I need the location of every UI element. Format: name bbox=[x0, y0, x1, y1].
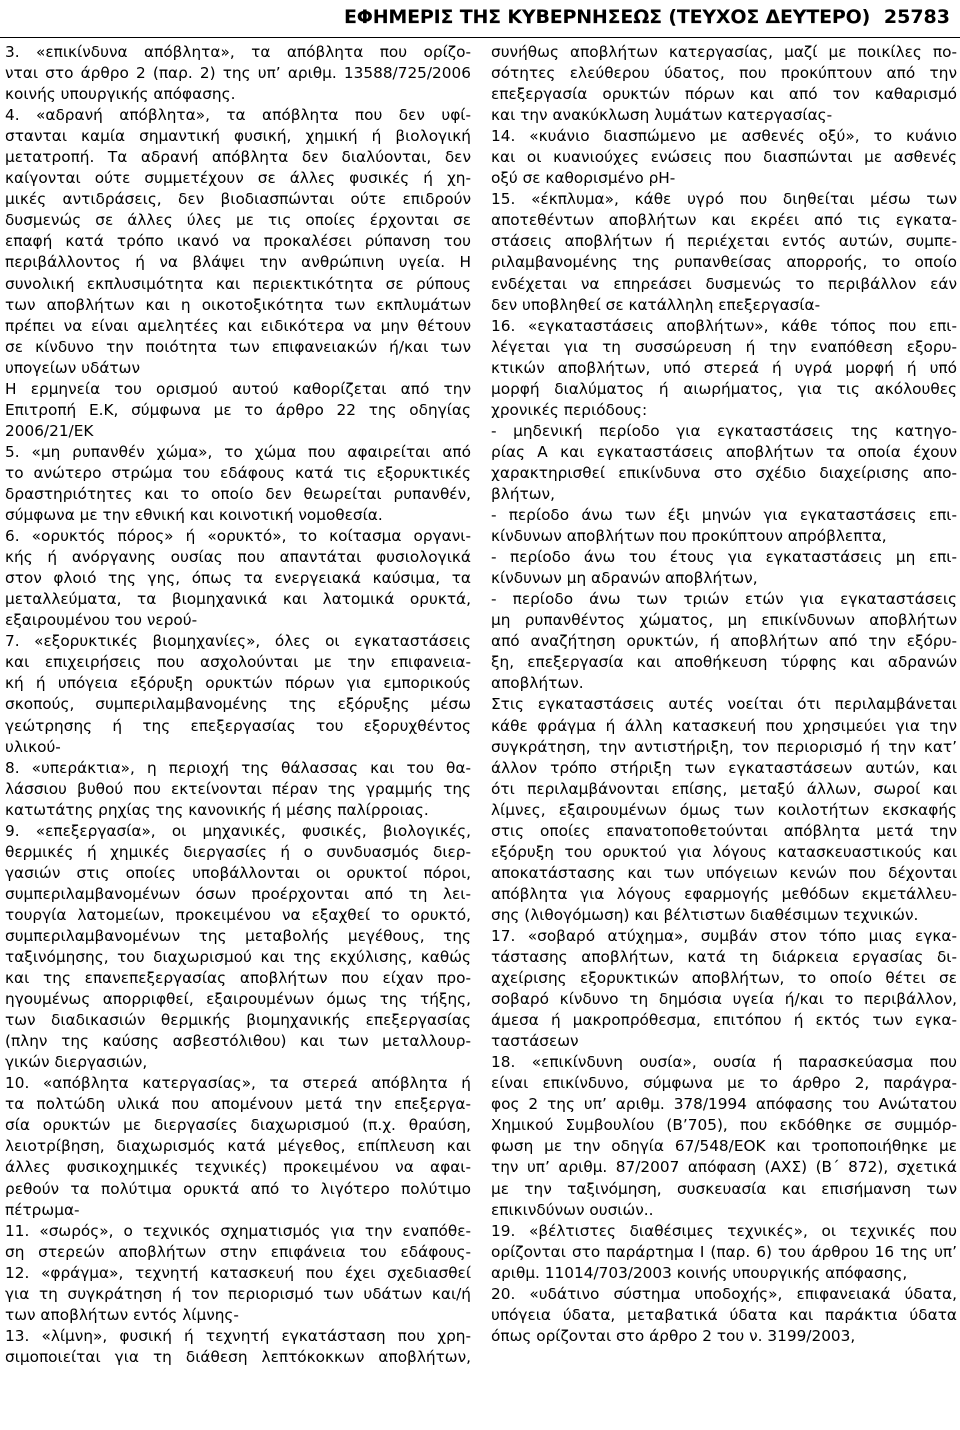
text-line: συγκράτηση, την αντιστήριξη, τον περιορισμό ή την κατ’ bbox=[491, 737, 957, 756]
text-line: 16. «εγκαταστάσεις αποβλήτων», κάθε τόπος που επι- bbox=[491, 316, 957, 335]
text-line: ενδέχεται να επηρεάσει δυσμενώς το περιβάλλον εάν bbox=[491, 274, 957, 293]
text-line: θερμικές ή χημικές διεργασίες ή ο συνδυασμός διερ- bbox=[5, 842, 471, 861]
text-line: λάσσιου βυθού που εκτείνονται πέραν της γραμμής της bbox=[5, 779, 471, 798]
text-line: 13. «λίμνη», φυσική ή τεχνητή εγκατάσταση που χρη- bbox=[5, 1326, 471, 1345]
text-line: πέτρωμα- bbox=[5, 1200, 80, 1219]
text-line: κάθε φράγμα ή άλλη κατασκευή που χρησιμεύει για την bbox=[491, 716, 957, 735]
text-line: άλλον τρόπο στήριξη των εγκαταστάσεων αυτών, και bbox=[491, 758, 957, 777]
text-line: - περίοδο άνω των έξι μηνών για εγκαταστάσεις επι- bbox=[491, 506, 957, 525]
text-line: 20. «υδάτινο σύστημα υποδοχής», επιφανειακά ύδατα, bbox=[491, 1284, 957, 1303]
text-line: την υπ’ αριθμ. 87/2007 απόφαση (ΑΧΣ) (Β΄ 872), σχετικά bbox=[491, 1158, 957, 1177]
text-line: συνολική εκπλυσιμότητα και περιεκτικότητα σε ρύπους bbox=[5, 274, 471, 293]
text-line: εξαιρουμένου του νερού- bbox=[5, 611, 198, 630]
text-line: βλήτων, bbox=[491, 484, 555, 503]
text-line: Στις εγκαταστάσεις αυτές νοείται ότι περιλαμβάνεται bbox=[491, 695, 957, 714]
text-line: φος 2 της υπ’ αριθμ. 378/1994 απόφασης του Ανώτατου bbox=[491, 1095, 957, 1114]
text-line: ξη, επεξεργασία και αποθήκευση τύρφης και αδρανών bbox=[491, 653, 957, 672]
text-line: κή ή υπόγεια εξόρυξη ορυκτών πόρων για εμπορικούς bbox=[5, 674, 471, 693]
page-header bbox=[0, 0, 960, 40]
text-line: Η ερμηνεία του ορισμού αυτού καθορίζεται από την bbox=[5, 379, 471, 398]
text-line: και οι κυανιούχες ενώσεις που διασπώνται με ασθενές bbox=[491, 148, 957, 167]
text-line: και την ανακύκλωση λυμάτων κατεργασίας- bbox=[491, 106, 833, 125]
text-line: περιβάλλοντος ή να βλάψει την ανθρώπινη υγεία. Η bbox=[5, 253, 471, 272]
text-line: νται στο άρθρο 2 (παρ. 2) της υπ’ αριθμ. 13588/725/2006 bbox=[5, 64, 471, 83]
text-line: μετατροπή. Τα αδρανή απόβλητα δεν διαλύονται, δεν bbox=[5, 148, 471, 167]
text-line: άλλες φυσικοχημικές τεχνικές) προκειμένου να αφαι- bbox=[5, 1158, 471, 1177]
text-line: 6. «ορυκτός πόρος» ή «ορυκτό», το κοίτασμα οργανι- bbox=[5, 527, 471, 546]
text-line: συνήθως αποβλήτων κατεργασίας, μαζί με ποικίλες πο- bbox=[491, 43, 957, 61]
text-line: σιμοποιείται για τη διάθεση λεπτόκοκκων αποβλήτων, bbox=[5, 1347, 471, 1366]
text-line: επεξεργασία ορυκτών πόρων και από τον καθαρισμό bbox=[491, 85, 957, 104]
text-line: σης (λιθογόμωση) και βέλτιστων διαθέσιμων τεχνικών. bbox=[491, 905, 919, 924]
text-line: τάστασης αποβλήτων, κατά τη διάρκεια εργασίας δι- bbox=[491, 948, 957, 967]
text-line: επικινδύνων ουσιών.. bbox=[491, 1200, 654, 1219]
text-line: σύμφωνα με την εθνική και κοινοτική νομοθεσία. bbox=[5, 506, 383, 525]
text-line: όπως ορίζονται στο άρθρο 2 του ν. 3199/2003, bbox=[491, 1326, 856, 1345]
text-line: ταστάσεων bbox=[491, 1032, 579, 1051]
text-line: ηγουμένως απορριφθεί, εξαιρουμένων όμως της τήξης, bbox=[5, 990, 471, 1009]
text-line: - μηδενική περίοδο για εγκαταστάσεις της κατηγο- bbox=[491, 421, 957, 440]
text-line: χαρακτηρισθεί επικίνδυνα στο σχέδιο διαχείρισης απο- bbox=[491, 463, 957, 482]
text-line: Χημικού Συμβουλίου (Β’705), που εκδόθηκε σε συμμόρ- bbox=[491, 1116, 957, 1135]
text-line: σε κίνδυνο την ποιότητα των επιφανειακών ή/και των bbox=[5, 337, 471, 356]
left-column bbox=[5, 42, 471, 1368]
text-line: τουργία λατομείων, προκειμένου να εξαχθεί το ορυκτό, bbox=[5, 905, 471, 924]
text-line: ρεθούν τα πολύτιμα ορυκτά από το λιγότερο πολύτιμο bbox=[5, 1179, 471, 1198]
text-line: υπόγεια ύδατα, μεταβατικά ύδατα και παράκτια ύδατα bbox=[491, 1305, 957, 1324]
text-line: συμπεριλαμβανομένων της μεταβολής μεγέθους, της bbox=[5, 926, 471, 945]
text-line: γασιών στις οποίες υποβάλλονται οι ορυκτοί πόροι, bbox=[5, 863, 471, 882]
page-number: 25783 bbox=[883, 6, 950, 28]
text-line: δεν υποβληθεί σε κατάλληλη επεξεργασία- bbox=[491, 295, 821, 314]
text-line: 18. «επικίνδυνη ουσία», ουσία ή παρασκεύασμα που bbox=[491, 1053, 957, 1072]
text-line: για τη συγκράτηση ή τον περιορισμό των υδάτων και/ή bbox=[5, 1284, 471, 1303]
text-line: 10. «απόβλητα κατεργασίας», τα στερεά απόβλητα ή bbox=[5, 1074, 471, 1093]
text-line: μικές αντιδράσεις, δεν βιοδιασπώνται ούτε επιδρούν bbox=[5, 190, 471, 209]
text-line: καίγονται ούτε συμμετέχουν σε άλλες φυσικές ή χη- bbox=[5, 169, 471, 188]
text-line: τα πολτώδη υλικά που απομένουν μετά την επεξεργα- bbox=[5, 1095, 471, 1114]
gazette-title: ΕΦΗΜΕΡΙΣ ΤΗΣ ΚΥΒΕΡΝΗΣΕΩΣ (ΤΕΥΧΟΣ ΔΕΥΤΕΡΟ) bbox=[344, 6, 871, 28]
text-line: μη ρυπανθέντος χώματος, μη επικίνδυνων αποβλήτων bbox=[491, 611, 957, 630]
text-line: λειοτρίβηση, διαχωρισμός κατά μέγεθος, επίπλευση και bbox=[5, 1137, 471, 1156]
text-line: από αναζήτηση ορυκτών, ή αποβλήτων από την εξόρυ- bbox=[491, 632, 957, 651]
text-line: σκοπούς, συμπεριλαμβανομένης της εξόρυξης μέσω bbox=[5, 695, 471, 714]
text-line: και της επανεπεξεργασίας αποβλήτων που είχαν προ- bbox=[5, 969, 471, 988]
text-line: αποκατάστασης και των υπόγειων κενών που δέχονται bbox=[491, 863, 957, 882]
text-line: ότι περιλαμβάνονται επίσης, μεταξύ άλλων, σωροί και bbox=[491, 779, 957, 798]
text-line: στάσεις αποβλήτων ή περιέχεται εντός αυτών, συμπε- bbox=[491, 232, 957, 251]
text-line: ρίας Α και εγκαταστάσεις αποβλήτων τα οποία έχουν bbox=[491, 442, 957, 461]
text-line: αποβλήτων. bbox=[491, 674, 584, 693]
text-line: στις οποίες επανατοποθετούνται απόβλητα μετά την bbox=[491, 821, 957, 840]
text-line: υλικού- bbox=[5, 737, 61, 756]
text-line: χρονικές περιόδους: bbox=[491, 400, 648, 419]
text-line: κής ή ανόργανης ουσίας που απαντάται φυσιολογικά bbox=[5, 548, 471, 567]
text-line: 3. «επικίνδυνα απόβλητα», τα απόβλητα που ορίζο- bbox=[5, 43, 471, 61]
text-line: ορίζονται στο παράρτημα Ι (παρ. 6) του άρθρου 16 της υπ’ bbox=[491, 1242, 957, 1261]
text-line: ριλαμβανομένης της ρυπανθείσας απορροής, το οποίο bbox=[491, 253, 957, 272]
text-line: 15. «έκπλυμα», κάθε υγρό που διηθείται μέσω των bbox=[491, 190, 957, 209]
text-line: (πλην της καύσης ασβεστόλιθου) και των μεταλλουρ- bbox=[5, 1032, 471, 1051]
text-line: 8. «υπεράκτια», η περιοχή της θάλασσας και του θα- bbox=[5, 758, 471, 777]
text-line: το ανώτερο στρώμα του εδάφους κατά τις εξορυκτικές bbox=[5, 463, 471, 482]
text-line: 12. «φράγμα», τεχνητή κατασκευή που έχει σχεδιασθεί bbox=[5, 1263, 471, 1282]
text-line: σότητες ελεύθερου ύδατος, που προκύπτουν από την bbox=[491, 64, 957, 83]
text-line: γικών διεργασιών, bbox=[5, 1053, 148, 1072]
text-line: των αποβλήτων εντός λίμνης- bbox=[5, 1305, 239, 1324]
text-line: και επιχειρήσεις που ασχολούνται με την επιφανεια- bbox=[5, 653, 471, 672]
text-line: κατωτάτης ρηχίας της κανονικής ή μέσης παλίρροιας. bbox=[5, 800, 429, 819]
text-line: δραστηριότητες και το οποίο δεν θεωρείται ρυπανθέν, bbox=[5, 484, 471, 503]
text-line: επαφή κατά τρόπο ικανό να προκαλέσει ρύπανση του bbox=[5, 232, 471, 251]
text-line: φωση με την οδηγία 67/548/ΕΟΚ και τροποποιήθηκε με bbox=[491, 1137, 957, 1156]
text-line: 4. «αδρανή απόβλητα», τα απόβλητα που δεν υφί- bbox=[5, 106, 471, 125]
text-line: σία ορυκτών με διεργασίες διαχωρισμού (π.χ. θραύση, bbox=[5, 1116, 471, 1135]
text-line: στον φλοιό της γης, όπως τα ενεργειακά καύσιμα, τα bbox=[5, 569, 471, 588]
text-line: μεταλλεύματα, τα βιομηχανικά και λατομικά ορυκτά, bbox=[5, 590, 471, 609]
text-line: 14. «κυάνιο διασπώμενο με ασθενές οξύ», το κυάνιο bbox=[491, 127, 957, 146]
text-line: 2006/21/ΕΚ bbox=[5, 421, 94, 440]
text-line: κίνδυνων μη αδρανών αποβλήτων, bbox=[491, 569, 758, 588]
text-line: άμεσα ή μακροπρόθεσμα, επιτόπου ή εκτός των εγκα- bbox=[491, 1011, 957, 1030]
header-divider bbox=[0, 37, 960, 38]
text-line: - περίοδο άνω των τριών ετών για εγκαταστάσεις bbox=[491, 590, 957, 609]
text-line: στανται καμία σημαντική φυσική, χημική ή βιολογική bbox=[5, 127, 471, 146]
text-line: οξύ σε καθορισμένο ρΗ- bbox=[491, 169, 676, 188]
text-line: αριθμ. 11014/703/2003 κοινής υπουργικής απόφασης, bbox=[491, 1263, 908, 1282]
text-line: - περίοδο άνω του έτους για εγκαταστάσεις μη επι- bbox=[491, 548, 957, 567]
text-line: κτικών αποβλήτων, υπό στερεά ή υγρά μορφή ή υπό bbox=[491, 358, 957, 377]
text-line: 17. «σοβαρό ατύχημα», συμβάν στον τόπο μιας εγκα- bbox=[491, 926, 957, 945]
text-line: ταξινόμησης, του διαχωρισμού και της εκχύλισης, καθώς bbox=[5, 948, 471, 967]
text-line: απόβλητα για λόγους εφαρμογής μεθόδων εκμετάλλευ- bbox=[491, 884, 957, 903]
text-line: 7. «εξορυκτικές βιομηχανίες», όλες οι εγκαταστάσεις bbox=[5, 632, 471, 651]
text-line: αχείρισης εξορυκτικών αποβλήτων, το οποίο θέτει σε bbox=[491, 969, 957, 988]
text-line: γεώτρησης ή της επεξεργασίας του εξορυχθέντος bbox=[5, 716, 471, 735]
text-line: των διαδικασιών θερμικής βιομηχανικής επεξεργασίας bbox=[5, 1011, 471, 1030]
text-line: συμπεριλαμβανομένων όσων προέρχονται από τη λει- bbox=[5, 884, 471, 903]
text-line: λίμνες, εξαιρουμένων όμως των κοιλοτήτων εκσκαφής bbox=[491, 800, 957, 819]
text-line: κοινής υπουργικής απόφασης. bbox=[5, 85, 236, 104]
right-column bbox=[491, 42, 957, 1347]
text-line: δυσμενώς σε άλλες ύλες με τις οποίες έρχονται σε bbox=[5, 211, 471, 230]
text-line: 11. «σωρός», ο τεχνικός σχηματισμός για την εναπόθε- bbox=[5, 1221, 471, 1240]
text-line: σοβαρό κίνδυνο τη δημόσια υγεία ή/και το περιβάλλον, bbox=[491, 990, 957, 1009]
text-line: 5. «μη ρυπανθέν χώμα», το χώμα που αφαιρείται από bbox=[5, 442, 471, 461]
text-line: μορφή διαλύματος ή αιωρήματος, για τις ακόλουθες bbox=[491, 379, 957, 398]
text-line: υπογείων υδάτων bbox=[5, 358, 140, 377]
text-line: κίνδυνων αποβλήτων που προκύπτουν απρόβλεπτα, bbox=[491, 527, 887, 546]
text-line: Επιτροπή Ε.Κ, σύμφωνα με το άρθρο 22 της οδηγίας bbox=[5, 400, 471, 419]
text-line: ση στερεών αποβλήτων στην επιφάνεια του εδάφους- bbox=[5, 1242, 471, 1261]
text-line: είναι επικίνδυνο, σύμφωνα με το άρθρο 2, παράγρα- bbox=[491, 1074, 957, 1093]
text-line: 19. «βέλτιστες διαθέσιμες τεχνικές», οι τεχνικές που bbox=[491, 1221, 957, 1240]
text-line: με την ταξινόμηση, συσκευασία και επισήμανση των bbox=[491, 1179, 957, 1198]
text-line: λέγεται για τη συσσώρευση ή την εναπόθεση εξορυ- bbox=[491, 337, 957, 356]
text-line: πρέπει να είναι αμελητέες και ειδικότερα να μην θέτουν bbox=[5, 316, 471, 335]
text-line: 9. «επεξεργασία», οι μηχανικές, φυσικές, βιολογικές, bbox=[5, 821, 471, 840]
text-line: εξόρυξη του ορυκτού για λόγους κατασκευαστικούς και bbox=[491, 842, 957, 861]
text-line: των αποβλήτων και η οικοτοξικότητα των εκπλυμάτων bbox=[5, 295, 471, 314]
text-line: αποτεθέντων αποβλήτων και εκρέει από τις εγκατα- bbox=[491, 211, 957, 230]
